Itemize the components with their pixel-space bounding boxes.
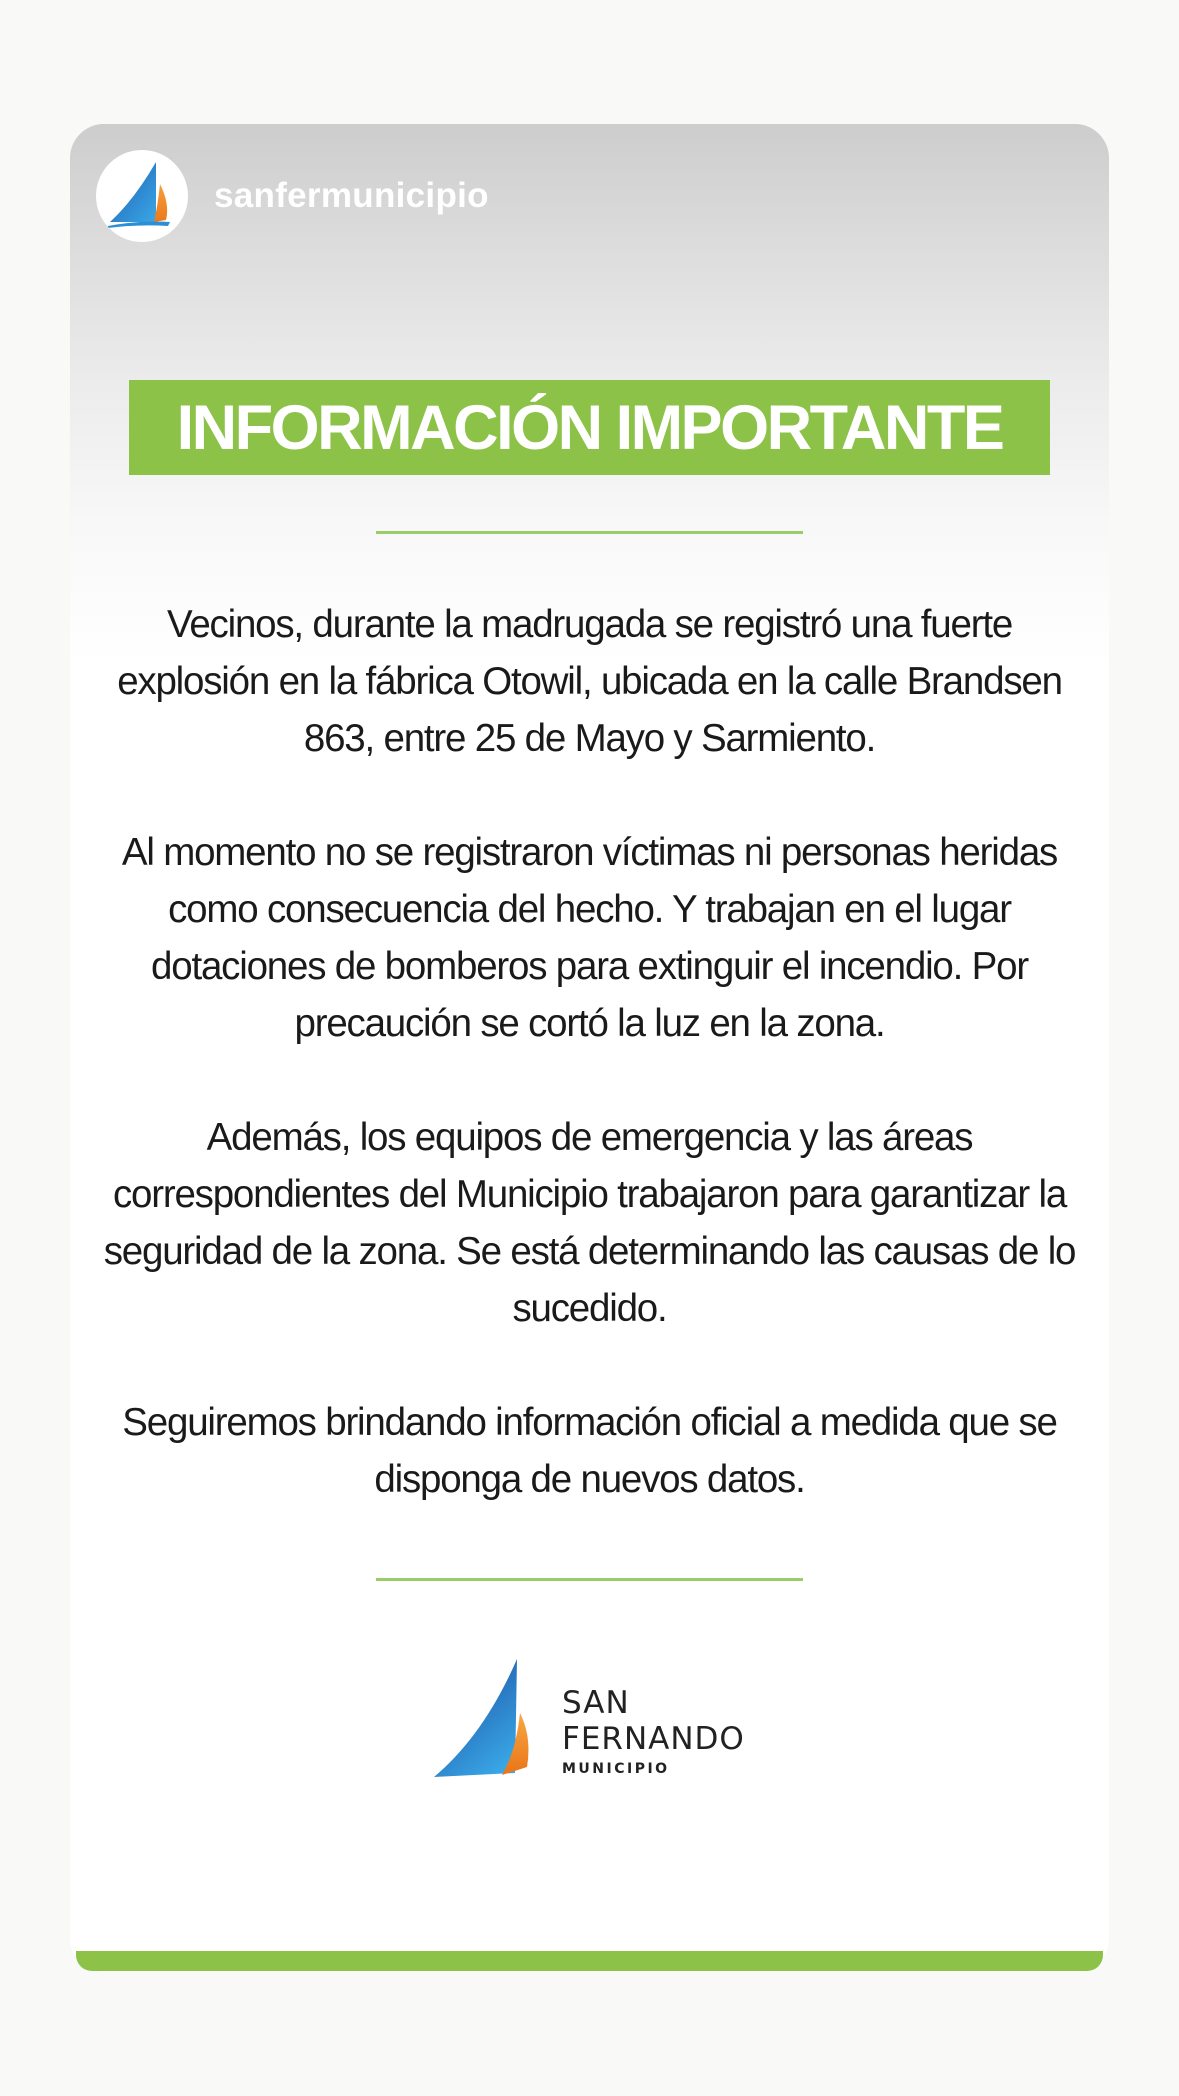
paragraph-1: Vecinos, durante la madrugada se registró una fuerte explosión en la fábrica Otowil, ubicada en la calle Brandsen 863, entre 25 de Mayo y Sarmiento. (117, 603, 1062, 760)
card-bottom-accent-bar (76, 1951, 1103, 1971)
paragraph-2: Al momento no se registraron víctimas ni personas heridas como consecuencia del hecho. Y trabajan en el lugar dotaciones de bomberos para extinguir el incendio. Por precaución se cortó la luz en la zona. (121, 831, 1058, 1045)
logo-line-municipio: MUNICIPIO (562, 1761, 670, 1777)
account-username[interactable]: sanfermunicipio (214, 176, 489, 215)
top-divider (376, 531, 803, 534)
paragraph-4: Seguiremos brindando información oficial a medida que se disponga de nuevos datos. (122, 1401, 1057, 1501)
sail-logo-icon (104, 156, 180, 236)
profile-avatar[interactable] (96, 150, 188, 242)
announcement-text (90, 596, 1089, 1508)
sail-logo-icon (432, 1655, 562, 1785)
story-header (96, 150, 489, 242)
paragraph-3: Además, los equipos de emergencia y las áreas correspondientes del Municipio trabajaron para garantizar la seguridad de la zona. Se está determinando las causas de lo sucedido. (103, 1116, 1076, 1330)
important-info-banner (129, 380, 1050, 475)
logo-line-san: SAN (562, 1685, 630, 1721)
banner-title: INFORMACIÓN IMPORTANTE (176, 392, 1003, 463)
san-fernando-logo (432, 1655, 752, 1785)
logo-wordmark (562, 1685, 745, 1777)
bottom-divider (376, 1578, 803, 1581)
logo-line-fernando: FERNANDO (562, 1721, 745, 1757)
